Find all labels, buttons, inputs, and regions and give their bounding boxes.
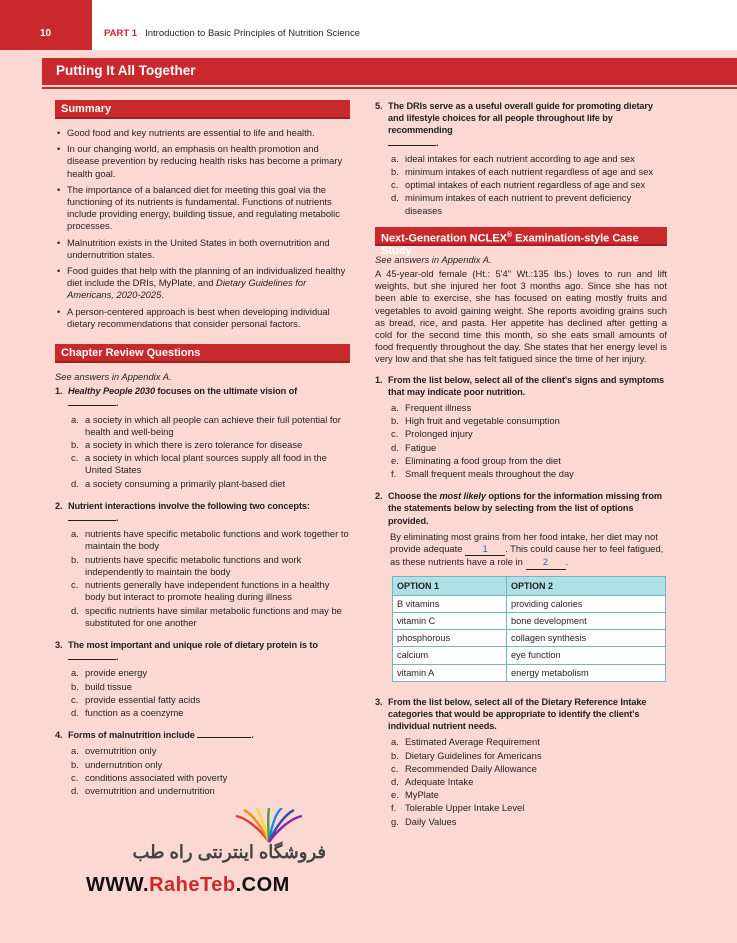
answer-blank <box>197 729 251 738</box>
option-item: d. specific nutrients have similar metabolic functions and may be substituted for one another <box>71 604 342 628</box>
option-item: b. Dietary Guidelines for Americans <box>391 749 542 761</box>
table-row: calcium eye function <box>393 647 666 664</box>
option-item: a. a society in which all people can achieve their full potential for health and well-being <box>71 413 341 437</box>
option-item: e. MyPlate <box>391 789 439 801</box>
section-title: Putting It All Together <box>42 58 737 85</box>
answer-blank <box>68 651 116 660</box>
column-header: OPTION 1 <box>393 576 507 595</box>
question-5-options <box>375 153 667 217</box>
book-logo-icon <box>234 808 304 846</box>
option-item: a. ideal intakes for each nutrient according to age and sex <box>391 152 635 164</box>
list-item: • Malnutrition exists in the United States in both overnutrition and undernutrition states. <box>55 237 350 261</box>
table-row: vitamin C bone development <box>393 612 666 629</box>
option-item: b. undernutrition only <box>71 758 163 770</box>
table-row: phosphorous collagen synthesis <box>393 630 666 647</box>
question-4: 4. Forms of malnutrition include . <box>55 730 254 741</box>
list-item: • A person-centered approach is best when developing individual dietary recommendations that consider personal factors. <box>55 306 350 330</box>
options-table <box>392 576 666 682</box>
list-item: • In our changing world, an emphasis on health promotion and disease prevention by reducing health risks has become a primary health goal. <box>55 143 350 180</box>
answers-note: See answers in Appendix A. <box>55 371 172 383</box>
answers-note: See answers in Appendix A. <box>375 253 492 265</box>
option-item: c. conditions associated with poverty <box>71 771 228 783</box>
summary-heading: Summary <box>55 100 350 119</box>
case-question-1: 1. From the list below, select all of the client's signs and symptoms that may indicate poor nutrition. <box>375 374 665 397</box>
watermark <box>86 808 326 908</box>
option-item: c. a society in which local plant sources supply all food in the United States <box>71 452 327 476</box>
left-column <box>55 100 350 807</box>
question-1-options <box>55 414 350 490</box>
option-item: d. function as a coenzyme <box>71 706 184 718</box>
answer-blank <box>68 512 116 521</box>
part-label: PART 1 <box>104 28 138 39</box>
watermark-persian: فروشگاه اینترنتی راه طب <box>132 842 326 862</box>
running-header <box>0 0 737 50</box>
question-2-options <box>55 528 350 629</box>
option-item: d. a society consuming a primarily plant-based diet <box>71 477 286 489</box>
option-item: f. Tolerable Upper Intake Level <box>391 802 525 814</box>
option-item: d. Adequate Intake <box>391 775 474 787</box>
option-item: g. Daily Values <box>391 815 457 827</box>
option-item: f. Small frequent meals throughout the day <box>391 468 574 480</box>
option-item: b. build tissue <box>71 680 132 692</box>
option-item: a. Frequent illness <box>391 402 472 414</box>
chapter-title: Introduction to Basic Principles of Nutrition Science <box>145 28 361 39</box>
right-column <box>375 100 667 838</box>
summary-list <box>55 127 350 330</box>
table-row: B vitamins providing calories <box>393 595 666 612</box>
option-item: c. Prolonged injury <box>391 428 473 440</box>
question-1: 1. Healthy People 2030 focuses on the ultimate vision of . <box>55 386 298 409</box>
option-item: c. optimal intakes of each nutrient regardless of age and sex <box>391 179 646 191</box>
question-3: 3. The most important and unique role of dietary protein is to . <box>55 639 318 663</box>
option-item: b. a society in which there is zero tolerance for disease <box>71 439 303 451</box>
case-question-2-sentence: By eliminating most grains from her food intake, her diet may not provide adequate 1 . This could cause her to feel fatigued, as these nutrients have a role in 2 . <box>375 531 667 570</box>
option-item: d. overnutrition and undernutrition <box>71 784 215 796</box>
answer-blank <box>388 137 436 146</box>
column-header: OPTION 2 <box>507 576 666 595</box>
option-item: a. provide energy <box>71 667 148 679</box>
case-question-3: 3. From the list below, select all of the Dietary Reference Intake categories that would be appropriate to identify the client's individual nutrient needs. <box>375 696 647 732</box>
list-item: • The importance of a balanced diet for meeting this goal via the functioning of its nutrients is fundamental. Functions of nutrients include providing energy, building tissue, and regulating metabolic processes. <box>55 184 350 233</box>
question-3-options <box>55 667 350 719</box>
case-narrative: A 45-year-old female (Ht.: 5'4" Wt.:135 lbs.) loves to run and lift weights, but she injured her foot 3 months ago. Since she has not been able to exercise, she has focused on eating mostly fruits and vegetables to avoid gaining weight. She reports avoiding grains such as bread, rice, and pasta. Her appetite has declined after getting a cold for the second time this month, so she eats small amounts of food frequently throughout the day. She states that her energy level is very low and that she has felt fatigued since the time of her injury. <box>375 268 667 365</box>
running-title <box>104 28 360 39</box>
option-item: e. Eliminating a food group from the diet <box>391 454 561 466</box>
option-item: b. minimum intakes of each nutrient regardless of age and sex <box>391 166 654 178</box>
drop-down-2[interactable]: 2 <box>526 556 566 569</box>
option-item: b. High fruit and vegetable consumption <box>391 415 560 427</box>
list-item: • Food guides that help with the planning of an individualized healthy diet include the DRIs, MyPlate, and Dietary Guidelines for Americans, 2020-2025. <box>55 265 350 302</box>
case-question-1-options <box>375 402 667 480</box>
option-item: c. nutrients generally have independent functions in a healthy body but interact to promote healing during illness <box>71 579 330 603</box>
question-4-options <box>55 745 350 797</box>
option-item: c. Recommended Daily Allowance <box>391 762 537 774</box>
case-study-heading: Next-Generation NCLEX® Examination-style Case Study <box>375 227 667 246</box>
option-item: a. overnutrition only <box>71 745 157 757</box>
case-question-2: 2. Choose the most likely options for the information missing from the statements below by selecting from the list of options provided. <box>375 491 662 526</box>
option-item: d. minimum intakes of each nutrient to prevent deficiency diseases <box>391 192 632 216</box>
question-2: 2. Nutrient interactions involve the following two concepts: . <box>55 500 310 524</box>
option-item: a. nutrients have specific metabolic functions and work together to maintain the body <box>71 528 349 552</box>
question-5: 5. The DRIs serve as a useful overall guide for promoting dietary and lifestyle choices for all people throughout life by recommending . <box>375 101 653 148</box>
case-question-3-options <box>375 736 667 827</box>
option-item: c. provide essential fatty acids <box>71 693 201 705</box>
option-item: a. Estimated Average Requirement <box>391 736 540 748</box>
option-item: d. Fatigue <box>391 441 437 453</box>
drop-down-1[interactable]: 1 <box>465 543 505 556</box>
option-item: b. nutrients have specific metabolic functions and work independently to maintain the body <box>71 553 302 577</box>
table-row: vitamin A energy metabolism <box>393 664 666 681</box>
list-item: • Good food and key nutrients are essential to life and health. <box>55 127 350 139</box>
answer-blank <box>68 397 116 406</box>
review-heading: Chapter Review Questions <box>55 344 350 363</box>
page-number: 10 <box>0 0 92 50</box>
watermark-url: WWW.RaheTeb.COM <box>86 874 290 896</box>
